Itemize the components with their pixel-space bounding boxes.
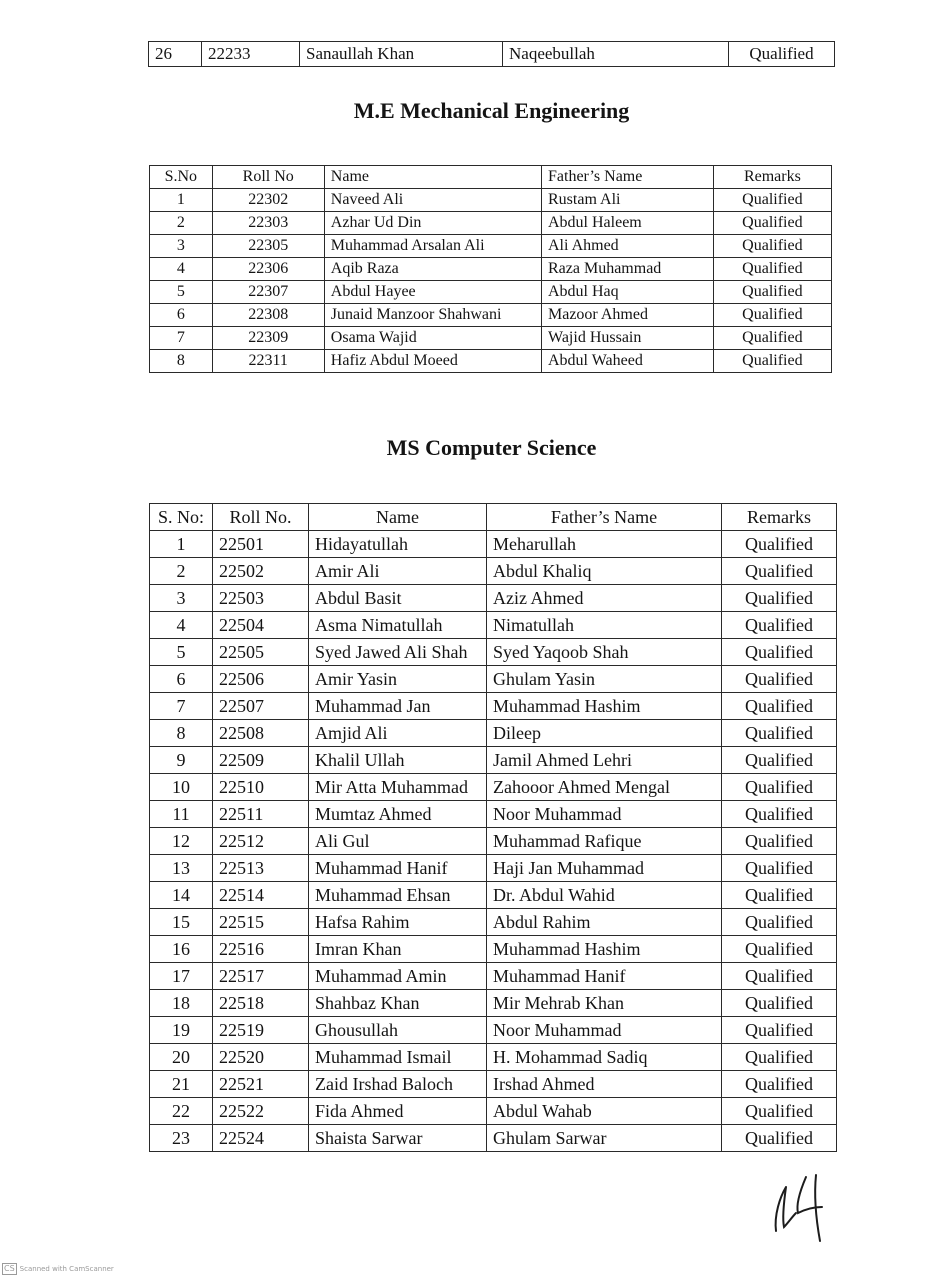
roll-cell: 22515 xyxy=(213,909,309,936)
sno-cell: 14 xyxy=(150,882,213,909)
remarks-cell: Qualified xyxy=(722,936,837,963)
header-remarks: Remarks xyxy=(713,166,831,189)
table-row xyxy=(150,639,837,666)
table-row xyxy=(150,235,832,258)
father-cell: Abdul Khaliq xyxy=(487,558,722,585)
remarks-cell: Qualified xyxy=(722,1071,837,1098)
father-cell: Muhammad Hanif xyxy=(487,963,722,990)
father-cell: Abdul Waheed xyxy=(542,350,714,373)
name-cell: Sanaullah Khan xyxy=(300,42,503,67)
table-row xyxy=(150,258,832,281)
name-cell: Hafiz Abdul Moeed xyxy=(324,350,541,373)
name-cell: Osama Wajid xyxy=(324,327,541,350)
sno-cell: 22 xyxy=(150,1098,213,1125)
table-row xyxy=(150,612,837,639)
father-cell: Raza Muhammad xyxy=(542,258,714,281)
father-cell: Syed Yaqoob Shah xyxy=(487,639,722,666)
roll-cell: 22309 xyxy=(212,327,324,350)
sno-cell: 4 xyxy=(150,612,213,639)
header-remarks: Remarks xyxy=(722,504,837,531)
roll-cell: 22507 xyxy=(213,693,309,720)
me-table xyxy=(149,165,832,373)
father-cell: H. Mohammad Sadiq xyxy=(487,1044,722,1071)
table-row xyxy=(150,327,832,350)
table-row xyxy=(150,936,837,963)
sno-cell: 17 xyxy=(150,963,213,990)
remarks-cell: Qualified xyxy=(722,612,837,639)
table-row xyxy=(150,774,837,801)
table-row xyxy=(150,1044,837,1071)
remarks-cell: Qualified xyxy=(722,531,837,558)
header-sno: S.No xyxy=(150,166,213,189)
name-cell: Shaista Sarwar xyxy=(309,1125,487,1152)
name-cell: Junaid Manzoor Shahwani xyxy=(324,304,541,327)
header-name: Name xyxy=(309,504,487,531)
name-cell: Fida Ahmed xyxy=(309,1098,487,1125)
name-cell: Amjid Ali xyxy=(309,720,487,747)
father-cell: Ali Ahmed xyxy=(542,235,714,258)
ms-table xyxy=(149,503,837,1152)
roll-cell: 22302 xyxy=(212,189,324,212)
father-cell: Naqeebullah xyxy=(503,42,729,67)
name-cell: Azhar Ud Din xyxy=(324,212,541,235)
remarks-cell: Qualified xyxy=(722,1044,837,1071)
name-cell: Hidayatullah xyxy=(309,531,487,558)
remarks-cell: Qualified xyxy=(722,990,837,1017)
table-row xyxy=(149,42,835,67)
name-cell: Zaid Irshad Baloch xyxy=(309,1071,487,1098)
name-cell: Muhammad Amin xyxy=(309,963,487,990)
name-cell: Hafsa Rahim xyxy=(309,909,487,936)
name-cell: Imran Khan xyxy=(309,936,487,963)
sno-cell: 6 xyxy=(150,304,213,327)
name-cell: Asma Nimatullah xyxy=(309,612,487,639)
table-row xyxy=(150,828,837,855)
sno-cell: 23 xyxy=(150,1125,213,1152)
sno-cell: 26 xyxy=(149,42,202,67)
father-cell: Abdul Haleem xyxy=(542,212,714,235)
father-cell: Muhammad Hashim xyxy=(487,693,722,720)
father-cell: Ghulam Sarwar xyxy=(487,1125,722,1152)
name-cell: Shahbaz Khan xyxy=(309,990,487,1017)
father-cell: Haji Jan Muhammad xyxy=(487,855,722,882)
roll-cell: 22503 xyxy=(213,585,309,612)
name-cell: Amir Yasin xyxy=(309,666,487,693)
name-cell: Khalil Ullah xyxy=(309,747,487,774)
father-cell: Abdul Wahab xyxy=(487,1098,722,1125)
roll-cell: 22521 xyxy=(213,1071,309,1098)
sno-cell: 19 xyxy=(150,1017,213,1044)
roll-cell: 22522 xyxy=(213,1098,309,1125)
remarks-cell: Qualified xyxy=(722,1017,837,1044)
remarks-cell: Qualified xyxy=(722,666,837,693)
table-header-row xyxy=(150,504,837,531)
sno-cell: 6 xyxy=(150,666,213,693)
remarks-cell: Qualified xyxy=(729,42,835,67)
remarks-cell: Qualified xyxy=(722,1098,837,1125)
name-cell: Muhammad Ehsan xyxy=(309,882,487,909)
roll-cell: 22501 xyxy=(213,531,309,558)
sno-cell: 2 xyxy=(150,212,213,235)
roll-cell: 22520 xyxy=(213,1044,309,1071)
header-name: Name xyxy=(324,166,541,189)
name-cell: Abdul Hayee xyxy=(324,281,541,304)
roll-cell: 22516 xyxy=(213,936,309,963)
header-father: Father’s Name xyxy=(487,504,722,531)
table-row xyxy=(150,801,837,828)
remarks-cell: Qualified xyxy=(722,774,837,801)
roll-cell: 22519 xyxy=(213,1017,309,1044)
name-cell: Ali Gul xyxy=(309,828,487,855)
table-row xyxy=(150,747,837,774)
sno-cell: 8 xyxy=(150,720,213,747)
remarks-cell: Qualified xyxy=(722,720,837,747)
remarks-cell: Qualified xyxy=(722,828,837,855)
roll-cell: 22311 xyxy=(212,350,324,373)
sno-cell: 15 xyxy=(150,909,213,936)
remarks-cell: Qualified xyxy=(713,258,831,281)
me-section-title: M.E Mechanical Engineering xyxy=(353,98,630,123)
roll-cell: 22510 xyxy=(213,774,309,801)
table-row xyxy=(150,666,837,693)
roll-cell: 22303 xyxy=(212,212,324,235)
sno-cell: 1 xyxy=(150,531,213,558)
table-row xyxy=(150,1125,837,1152)
roll-cell: 22502 xyxy=(213,558,309,585)
ms-section-title: MS Computer Science xyxy=(386,435,597,460)
father-cell: Aziz Ahmed xyxy=(487,585,722,612)
sno-cell: 20 xyxy=(150,1044,213,1071)
sno-cell: 9 xyxy=(150,747,213,774)
sno-cell: 11 xyxy=(150,801,213,828)
header-roll: Roll No. xyxy=(213,504,309,531)
camscanner-logo-icon: CS xyxy=(4,1264,15,1273)
remarks-cell: Qualified xyxy=(713,304,831,327)
remarks-cell: Qualified xyxy=(713,235,831,258)
sno-cell: 3 xyxy=(150,235,213,258)
father-cell: Noor Muhammad xyxy=(487,801,722,828)
roll-cell: 22511 xyxy=(213,801,309,828)
table-row xyxy=(150,720,837,747)
camscanner-text: Scanned with CamScanner xyxy=(19,1265,114,1273)
name-cell: Amir Ali xyxy=(309,558,487,585)
roll-cell: 22506 xyxy=(213,666,309,693)
remarks-cell: Qualified xyxy=(713,189,831,212)
sno-cell: 16 xyxy=(150,936,213,963)
sno-cell: 7 xyxy=(150,693,213,720)
table-row xyxy=(150,909,837,936)
sno-cell: 21 xyxy=(150,1071,213,1098)
sno-cell: 4 xyxy=(150,258,213,281)
father-cell: Abdul Rahim xyxy=(487,909,722,936)
table-row xyxy=(150,1071,837,1098)
father-cell: Dileep xyxy=(487,720,722,747)
name-cell: Naveed Ali xyxy=(324,189,541,212)
sno-cell: 10 xyxy=(150,774,213,801)
father-cell: Muhammad Rafique xyxy=(487,828,722,855)
table-row xyxy=(150,531,837,558)
name-cell: Syed Jawed Ali Shah xyxy=(309,639,487,666)
name-cell: Aqib Raza xyxy=(324,258,541,281)
roll-cell: 22524 xyxy=(213,1125,309,1152)
father-cell: Meharullah xyxy=(487,531,722,558)
table-row xyxy=(150,1017,837,1044)
table-row xyxy=(150,1098,837,1125)
roll-cell: 22307 xyxy=(212,281,324,304)
remarks-cell: Qualified xyxy=(722,801,837,828)
sno-cell: 2 xyxy=(150,558,213,585)
camscanner-watermark xyxy=(2,1263,114,1275)
remarks-cell: Qualified xyxy=(722,1125,837,1152)
roll-cell: 22505 xyxy=(213,639,309,666)
name-cell: Mumtaz Ahmed xyxy=(309,801,487,828)
table-row xyxy=(150,189,832,212)
remarks-cell: Qualified xyxy=(722,639,837,666)
name-cell: Ghousullah xyxy=(309,1017,487,1044)
table-row xyxy=(150,963,837,990)
table-row xyxy=(150,882,837,909)
father-cell: Abdul Haq xyxy=(542,281,714,304)
table-row xyxy=(150,558,837,585)
table-header-row xyxy=(150,166,832,189)
roll-cell: 22518 xyxy=(213,990,309,1017)
roll-cell: 22508 xyxy=(213,720,309,747)
father-cell: Irshad Ahmed xyxy=(487,1071,722,1098)
table-row xyxy=(150,855,837,882)
header-roll: Roll No xyxy=(212,166,324,189)
roll-cell: 22305 xyxy=(212,235,324,258)
roll-cell: 22308 xyxy=(212,304,324,327)
roll-cell: 22509 xyxy=(213,747,309,774)
father-cell: Noor Muhammad xyxy=(487,1017,722,1044)
table-row xyxy=(150,212,832,235)
me-table-body xyxy=(150,189,832,373)
remarks-cell: Qualified xyxy=(722,963,837,990)
ms-table-body xyxy=(150,531,837,1152)
table-row xyxy=(150,693,837,720)
remarks-cell: Qualified xyxy=(722,747,837,774)
handwritten-signature-icon xyxy=(762,1165,842,1245)
sno-cell: 5 xyxy=(150,281,213,304)
roll-cell: 22514 xyxy=(213,882,309,909)
header-father: Father’s Name xyxy=(542,166,714,189)
roll-cell: 22306 xyxy=(212,258,324,281)
remarks-cell: Qualified xyxy=(713,327,831,350)
roll-cell: 22513 xyxy=(213,855,309,882)
name-cell: Muhammad Jan xyxy=(309,693,487,720)
remarks-cell: Qualified xyxy=(713,212,831,235)
father-cell: Wajid Hussain xyxy=(542,327,714,350)
sno-cell: 3 xyxy=(150,585,213,612)
table-row xyxy=(150,990,837,1017)
father-cell: Dr. Abdul Wahid xyxy=(487,882,722,909)
roll-cell: 22512 xyxy=(213,828,309,855)
remarks-cell: Qualified xyxy=(713,281,831,304)
sno-cell: 12 xyxy=(150,828,213,855)
remarks-cell: Qualified xyxy=(722,882,837,909)
name-cell: Abdul Basit xyxy=(309,585,487,612)
remarks-cell: Qualified xyxy=(722,558,837,585)
name-cell: Muhammad Arsalan Ali xyxy=(324,235,541,258)
sno-cell: 8 xyxy=(150,350,213,373)
roll-cell: 22504 xyxy=(213,612,309,639)
sno-cell: 5 xyxy=(150,639,213,666)
father-cell: Jamil Ahmed Lehri xyxy=(487,747,722,774)
father-cell: Muhammad Hashim xyxy=(487,936,722,963)
remarks-cell: Qualified xyxy=(722,693,837,720)
roll-cell: 22517 xyxy=(213,963,309,990)
father-cell: Zahooor Ahmed Mengal xyxy=(487,774,722,801)
sno-cell: 18 xyxy=(150,990,213,1017)
father-cell: Rustam Ali xyxy=(542,189,714,212)
remarks-cell: Qualified xyxy=(722,855,837,882)
remarks-cell: Qualified xyxy=(722,585,837,612)
sno-cell: 7 xyxy=(150,327,213,350)
table-row xyxy=(150,585,837,612)
table-row xyxy=(150,281,832,304)
table-row xyxy=(150,350,832,373)
name-cell: Mir Atta Muhammad xyxy=(309,774,487,801)
father-cell: Mir Mehrab Khan xyxy=(487,990,722,1017)
father-cell: Nimatullah xyxy=(487,612,722,639)
father-cell: Mazoor Ahmed xyxy=(542,304,714,327)
table-row xyxy=(150,304,832,327)
name-cell: Muhammad Ismail xyxy=(309,1044,487,1071)
sno-cell: 13 xyxy=(150,855,213,882)
remarks-cell: Qualified xyxy=(713,350,831,373)
roll-cell: 22233 xyxy=(202,42,300,67)
father-cell: Ghulam Yasin xyxy=(487,666,722,693)
sno-cell: 1 xyxy=(150,189,213,212)
remarks-cell: Qualified xyxy=(722,909,837,936)
continuation-table xyxy=(148,41,835,67)
header-sno: S. No: xyxy=(150,504,213,531)
name-cell: Muhammad Hanif xyxy=(309,855,487,882)
